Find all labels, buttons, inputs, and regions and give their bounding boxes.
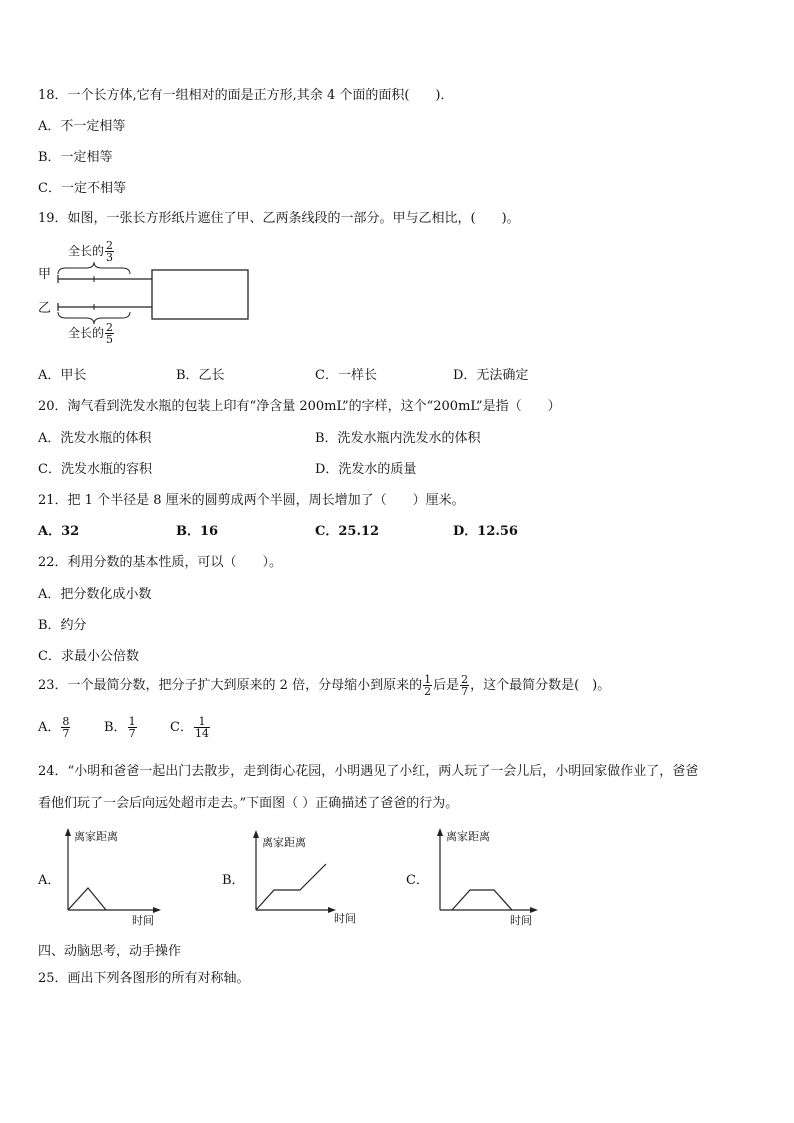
q18-option-b: B．一定相等 — [38, 150, 113, 165]
label-yi: 乙 — [38, 301, 52, 316]
paper-rectangle — [152, 270, 248, 319]
q22-option-a: A．把分数化成小数 — [38, 587, 152, 602]
graph-c-line — [452, 890, 512, 910]
graph-b-y-label: 离家距离 — [262, 836, 306, 849]
q20-option-c: C．洗发水瓶的容积 — [38, 462, 152, 477]
graph-a-line — [68, 888, 106, 910]
q19-option-d: D．无法确定 — [453, 368, 529, 383]
q25-stem: 25．画出下列各图形的所有对称轴。 — [38, 971, 250, 986]
q19-option-c: C．一样长 — [315, 368, 377, 383]
q22-option-b: B．约分 — [38, 618, 87, 633]
q24-stem-line2: 看他们玩了一会后向远处超市走去。”下面图（ ）正确描述了爸爸的行为。 — [38, 796, 459, 811]
q24-graph-a-label: A． — [38, 873, 61, 888]
q21-stem: 21．把 1 个半径是 8 厘米的圆剪成两个半圆，周长增加了（ ）厘米。 — [38, 493, 465, 508]
q23-option-a: A． $\frac{8}{7}$ — [38, 715, 70, 740]
q24-graph-c-label: C． — [406, 873, 429, 888]
q19-figure — [36, 236, 256, 350]
q18-option-a: A．不一定相等 — [38, 119, 126, 134]
q19-option-a: A．甲长 — [38, 368, 87, 383]
label-jia: 甲 — [38, 267, 52, 282]
q21-option-b: B．16 — [176, 524, 219, 539]
q21-option-a: A．32 — [38, 524, 80, 539]
graph-b-x-label: 时间 — [334, 912, 356, 925]
q24-stem-line1: 24．“小明和爸爸一起出门去散步，走到街心花园，小明遇见了小红，两人玩了一会儿后，小明回家做作业了，爸爸 — [38, 764, 699, 779]
q23-option-c: C． $\frac{1}{14}$ — [170, 715, 209, 740]
q19-stem: 19．如图，一张长方形纸片遮住了甲、乙两条线段的一部分。甲与乙相比，( )。 — [38, 211, 520, 226]
q20-option-d: D．洗发水的质量 — [315, 462, 417, 477]
top-fraction-label: 全长的 $\frac{2}{3}$ — [68, 239, 114, 264]
q24-graph-b-label: B． — [222, 873, 245, 888]
q20-option-a: A．洗发水瓶的体积 — [38, 431, 152, 446]
graph-c-y-label: 离家距离 — [446, 830, 490, 843]
q20-stem: 20．淘气看到洗发水瓶的包装上印有“净含量 200mL”的字样，这个“200mL”是指（ ） — [38, 399, 561, 414]
graph-c-x-label: 时间 — [510, 914, 532, 927]
q23-option-b: B． $\frac{1}{7}$ — [104, 715, 136, 740]
q19-option-b: B．乙长 — [176, 368, 225, 383]
q24-graph-a — [60, 824, 170, 932]
q18-option-c: C．一定不相等 — [38, 181, 126, 196]
bottom-fraction-label: 全长的 $\frac{2}{5}$ — [68, 321, 114, 346]
q24-graph-b — [248, 826, 366, 930]
q23-stem: 23．一个最简分数，把分子扩大到原来的 2 倍，分母缩小到原来的 $\frac{1}{2}$ 后是 $\frac{2}{7}$ ，这个最简分数是( )。 — [38, 673, 611, 698]
graph-a-x-label: 时间 — [132, 914, 154, 927]
section-heading: 四、动脑思考，动手操作 — [38, 944, 182, 959]
fraction-one-half: $\frac{1}{2}$ — [424, 673, 432, 698]
q21-option-d: D．12.56 — [453, 524, 518, 539]
q20-option-b: B．洗发水瓶内洗发水的体积 — [315, 431, 481, 446]
q18-stem: 18．一个长方体,它有一组相对的面是正方形,其余 4 个面的面积( )． — [38, 88, 454, 103]
q24-graph-c — [432, 824, 544, 932]
q22-option-c: C．求最小公倍数 — [38, 649, 139, 664]
graph-a-y-label: 离家距离 — [74, 830, 118, 843]
q21-option-c: C．25.12 — [315, 524, 380, 539]
q22-stem: 22．利用分数的基本性质，可以（ ）。 — [38, 555, 283, 570]
fraction-two-sevenths: $\frac{2}{7}$ — [461, 673, 469, 698]
graph-b-line — [256, 864, 326, 910]
top-brace — [58, 262, 130, 274]
